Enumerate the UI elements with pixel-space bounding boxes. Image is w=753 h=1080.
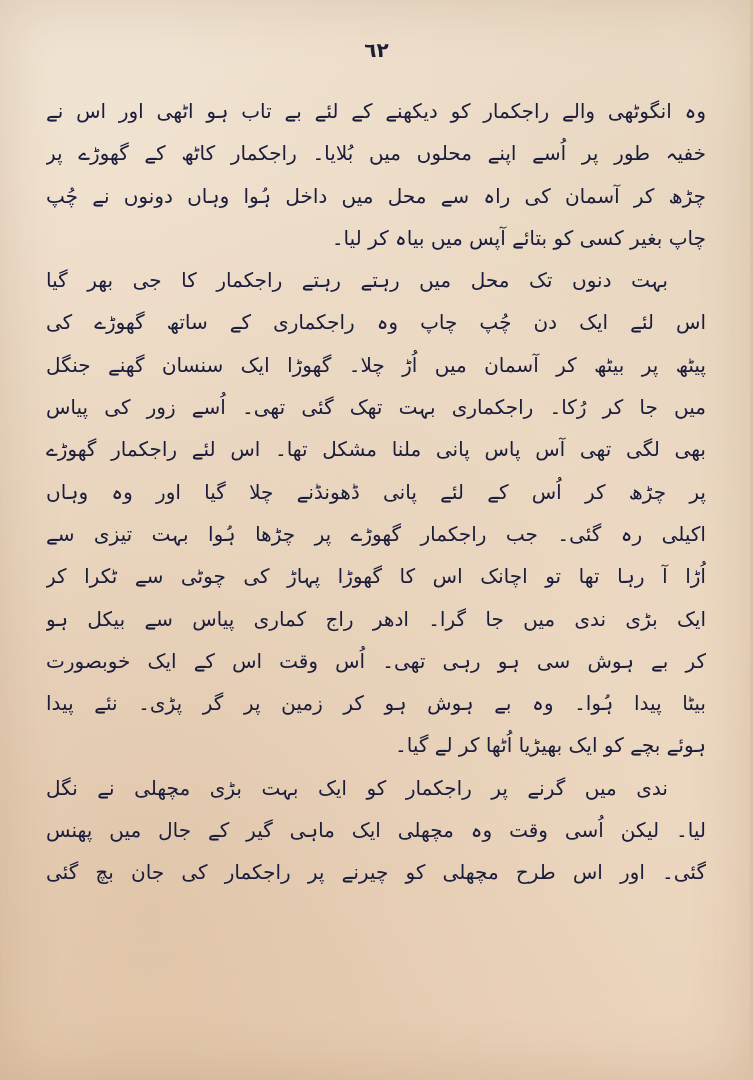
text-line: اکیلی رہ گئی۔ جب راجکمار گھوڑے پر چڑھا ہُوا بہت تیزی سے (46, 521, 706, 546)
text-line: خفیہ طور پر اُسے اپنے محلوں میں بُلایا۔ راجکمار کاٹھ کے گھوڑے پر (46, 141, 706, 166)
text-line: کر بے ہوش سی ہو رہی تھی۔ اُس وقت اس کے ایک خوبصورت (46, 648, 706, 673)
text-line: ندی میں گرنے پر راجکمار کو ایک بہت بڑی مچھلی نے نگل (46, 775, 668, 800)
text-line: بیٹا پیدا ہُوا۔ وہ بے ہوش ہو کر زمین پر گر پڑی۔ نئے پیدا (46, 691, 706, 716)
text-line: اس لئے ایک دن چُپ چاپ وہ راجکماری کے ساتھ گھوڑے کی (46, 310, 706, 335)
text-line: میں جا کر رُکا۔ راجکماری بہت تھک گئی تھی۔ اُسے زور کی پیاس (46, 395, 706, 420)
text-line: اُڑا آ رہا تھا تو اچانک اس کا گھوڑا پہاڑ کی چوٹی سے ٹکرا کر (46, 564, 706, 589)
story-text (46, 90, 706, 894)
text-line: گئی۔ اور اس طرح مچھلی کو چیرنے پر راجکمار کی جان بچ گئی (46, 860, 706, 885)
text-line: بہت دنوں تک محل میں رہتے رہتے راجکمار کا جی بھر گیا (46, 268, 668, 293)
text-line: بھی لگی تھی آس پاس پانی ملنا مشکل تھا۔ اس لئے راجکمار گھوڑے (46, 437, 706, 462)
text-line: چاپ بغیر کسی کو بتائے آپس میں بیاہ کر لیا۔ (331, 225, 706, 250)
text-line: ایک بڑی ندی میں جا گرا۔ ادھر راج کماری پیاس سے بیکل ہو (46, 606, 706, 631)
text-line: لیا۔ لیکن اُسی وقت وہ مچھلی ایک ماہی گیر کے جال میں پھنس (46, 818, 706, 843)
text-line: پر چڑھ کر اُس کے لئے پانی ڈھونڈنے چلا گیا اور وہ وہاں (46, 479, 706, 504)
text-line: ہوئے بچے کو ایک بھیڑیا اُٹھا کر لے گیا۔ (395, 733, 706, 758)
text-line: چڑھ کر آسمان کی راہ سے محل میں داخل ہُوا وہاں دونوں نے چُپ (46, 183, 706, 208)
page-number: ٦٢ (364, 38, 389, 62)
text-line: وہ انگوٹھی والے راجکمار کو دیکھنے کے لئے بے تاب ہو اٹھی اور اس نے (46, 99, 706, 123)
text-line: پیٹھ پر بیٹھ کر آسمان میں اُڑ چلا۔ گھوڑا ایک سنسان گھنے جنگل (46, 352, 706, 377)
